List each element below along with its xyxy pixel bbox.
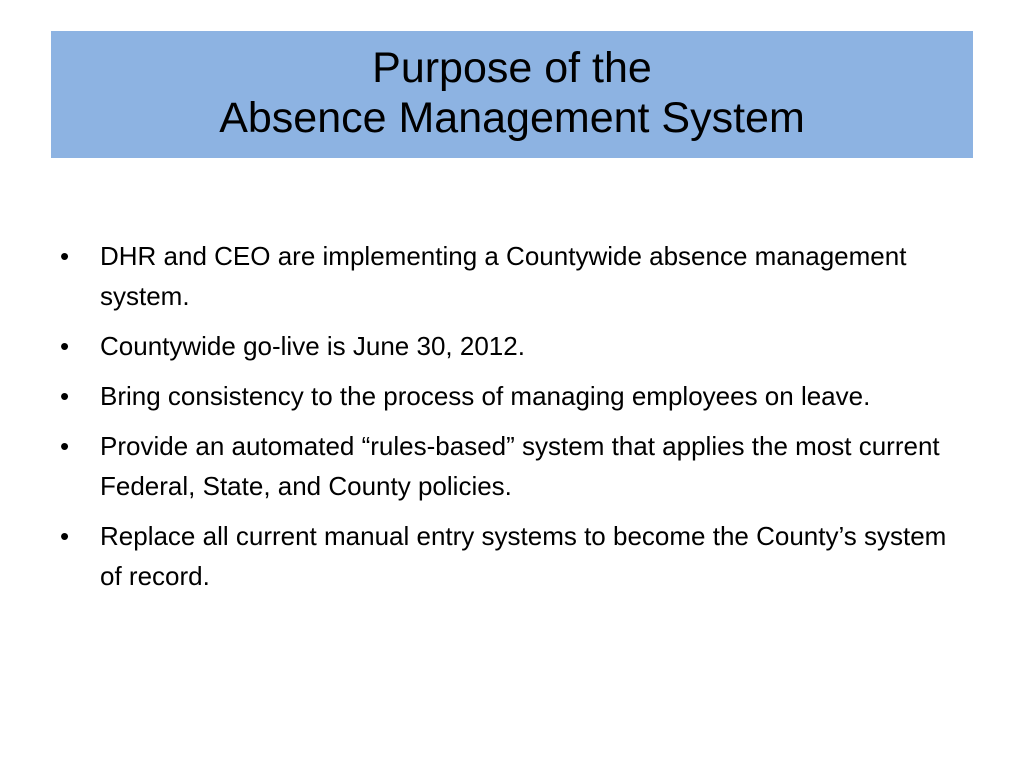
bullet-list [60, 236, 960, 606]
bullet-text: Provide an automated “rules-based” system that applies the most current Federal, State, and County policies. [100, 431, 940, 501]
bullet-text: Replace all current manual entry systems to become the County’s system of record. [100, 521, 947, 591]
bullet-dot-icon: • [60, 431, 70, 461]
bullet-text: DHR and CEO are implementing a Countywide absence management system. [100, 241, 907, 311]
bullet-item [60, 426, 960, 506]
bullet-item [60, 516, 960, 596]
title-band [51, 31, 973, 158]
bullet-item [60, 326, 960, 366]
bullet-dot-icon: • [60, 331, 70, 361]
bullet-item [60, 376, 960, 416]
slide-title-line-2: Absence Management System [219, 93, 805, 142]
bullet-item [60, 236, 960, 316]
bullet-dot-icon: • [60, 521, 70, 551]
bullet-dot-icon: • [60, 241, 70, 271]
bullet-dot-icon: • [60, 381, 70, 411]
slide-title-line-1: Purpose of the [372, 43, 652, 92]
bullet-text: Bring consistency to the process of managing employees on leave. [100, 381, 871, 411]
bullet-text: Countywide go-live is June 30, 2012. [100, 331, 525, 361]
